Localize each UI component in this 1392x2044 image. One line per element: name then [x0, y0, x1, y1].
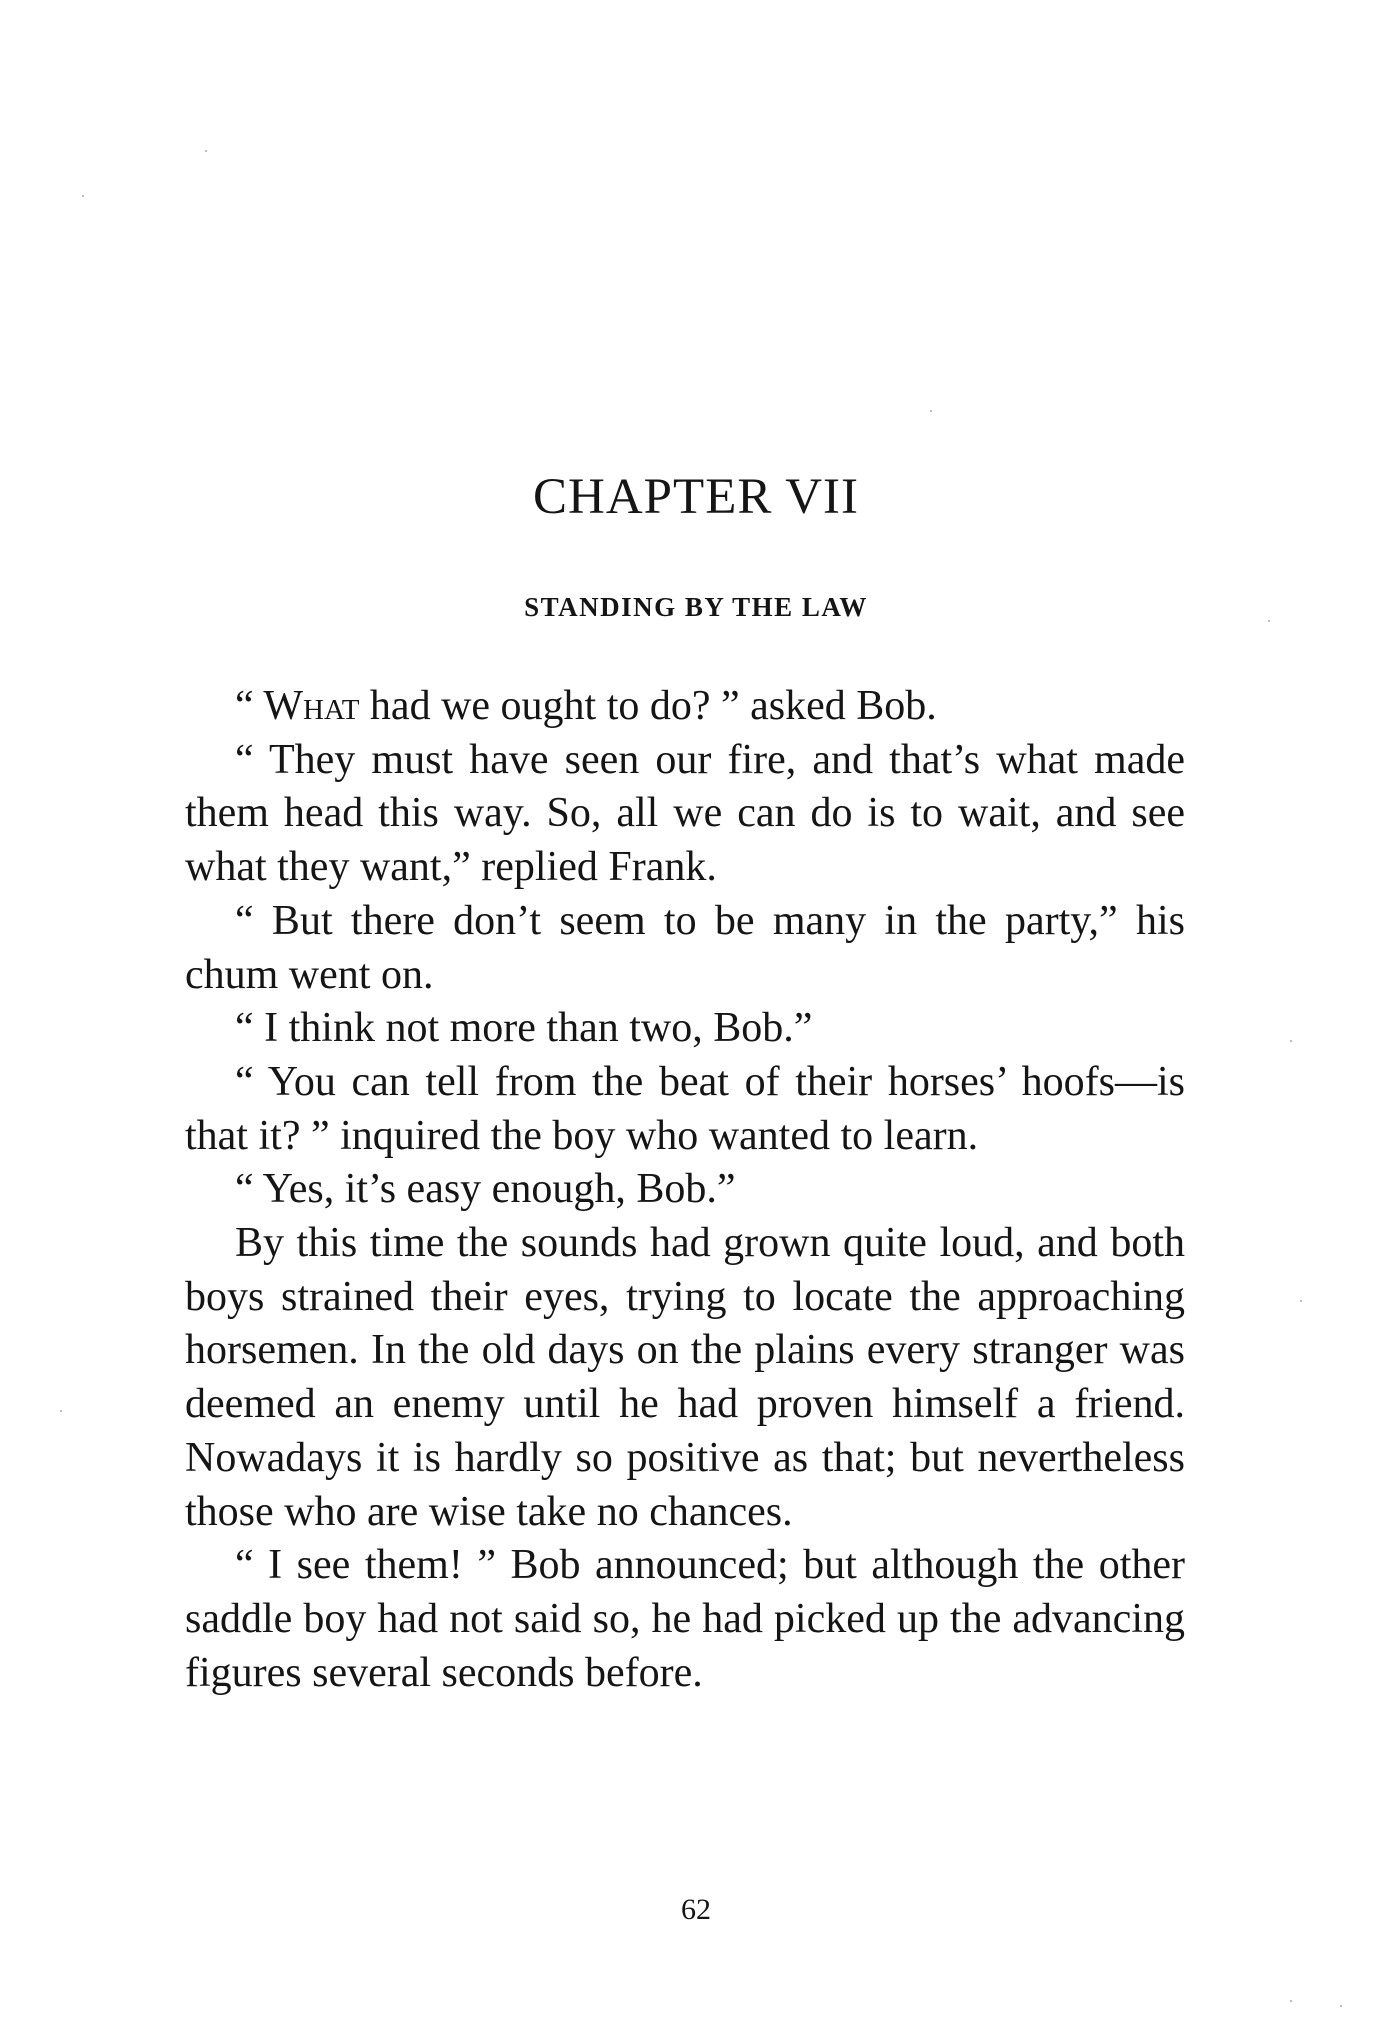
- chapter-subtitle: STANDING BY THE LAW: [524, 592, 868, 622]
- scan-speck: [1300, 1300, 1302, 1302]
- page-number: 62: [681, 1893, 711, 1926]
- scan-speck: [82, 195, 84, 197]
- paragraph: [185, 1056, 1185, 1163]
- scan-speck: [1268, 620, 1270, 622]
- paragraph-text: had we ought to do? ” asked Bob.: [359, 683, 937, 729]
- paragraph: [185, 895, 1185, 1002]
- chapter-title: CHAPTER VII: [533, 469, 859, 525]
- paragraph: [185, 1002, 1185, 1056]
- paragraph-lead: “ What: [235, 683, 360, 729]
- paragraph-text: “ Yes, it’s easy enough, Bob.”: [235, 1166, 736, 1213]
- paragraph-text: “ You can tell from the beat of their horses’ hoofs—is that it? ” inquired the boy who wanted to learn.: [185, 1058, 1185, 1159]
- scan-speck: [60, 1410, 62, 1412]
- paragraph: [185, 1539, 1185, 1700]
- scan-speck: [205, 150, 207, 152]
- scan-speck: [1290, 1040, 1292, 1042]
- paragraph-text: “ I see them! ” Bob announced; but although the other saddle boy had not said so, he had picked up the advancing figures several seconds before.: [185, 1542, 1185, 1696]
- paragraph: [185, 1163, 1185, 1217]
- paragraph-text: “ I think not more than two, Bob.”: [235, 1005, 813, 1052]
- body-text: [185, 680, 1185, 1700]
- paragraph-text: By this time the sounds had grown quite loud, and both boys strained their eyes, trying to locate the approaching horsemen. In the old days on the plains every stranger was deemed an enemy until he had proven himself a friend. Nowadays it is hardly so positive as that; but nevertheless those who are wise take no chances.: [185, 1220, 1185, 1535]
- paragraph: [185, 680, 1185, 734]
- scan-speck: [930, 410, 932, 412]
- paragraph-text: “ They must have seen our fire, and that’s what made them head this way. So, all we can do is to wait, and see what they want,” replied Frank.: [185, 736, 1185, 891]
- scan-speck: [1290, 2000, 1292, 2002]
- paragraph-text: “ But there don’t seem to be many in the party,” his chum went on.: [185, 897, 1185, 998]
- paragraph: [185, 734, 1185, 895]
- paragraph: [185, 1217, 1185, 1539]
- scan-speck: [1340, 2005, 1342, 2007]
